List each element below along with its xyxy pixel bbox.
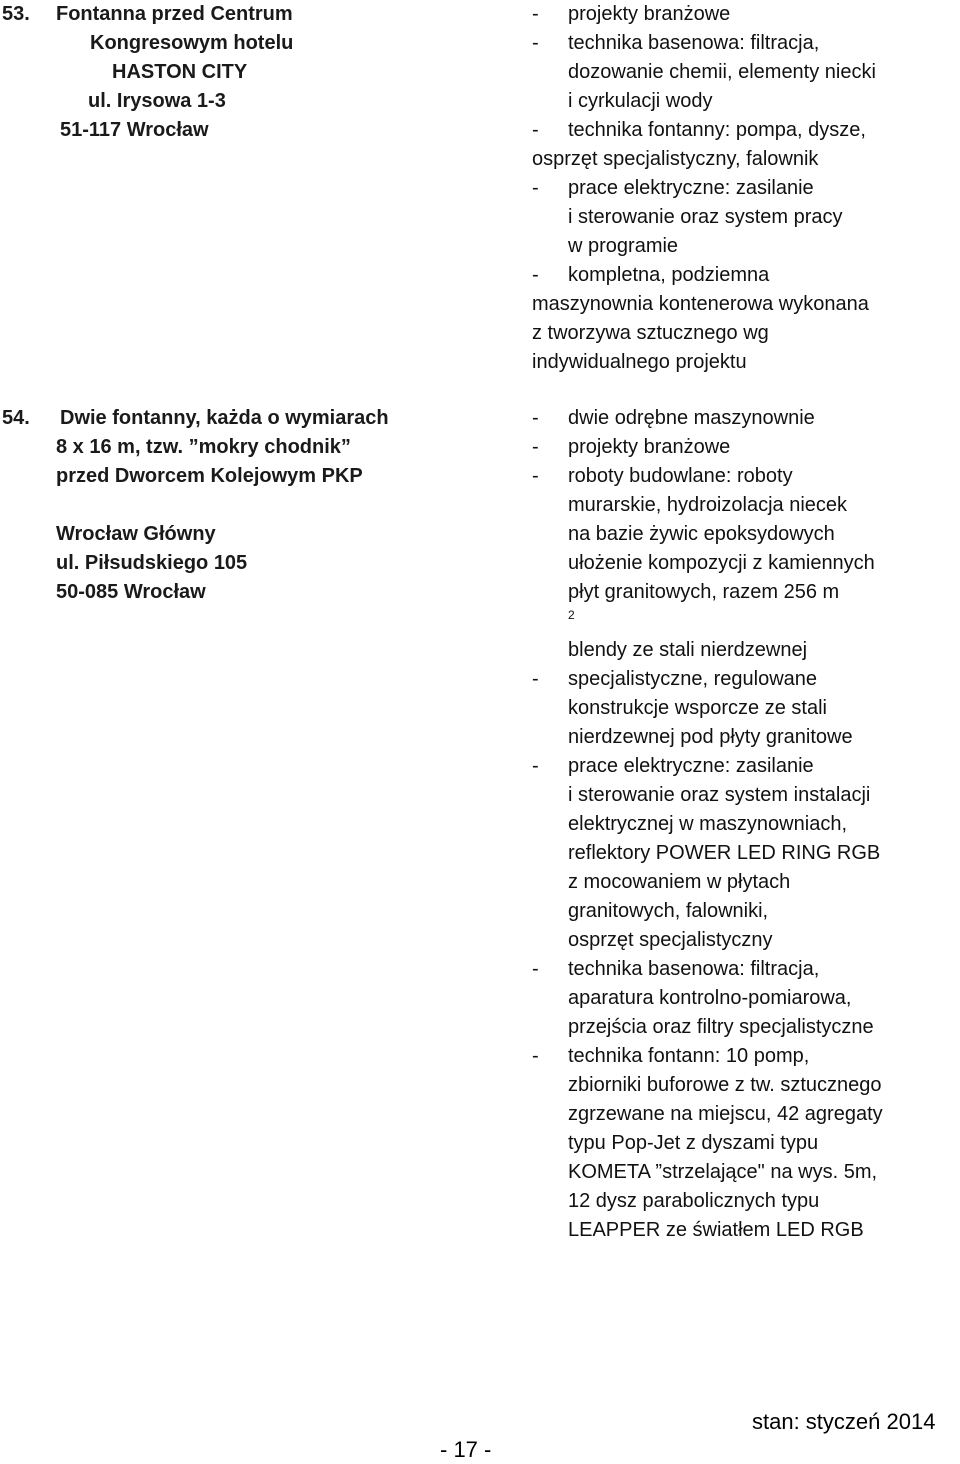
title-line: ul. Irysowa 1-3 bbox=[88, 90, 226, 112]
scope-item: - dwie odrębne maszynownie bbox=[532, 407, 815, 429]
superscript: 2 bbox=[568, 608, 575, 622]
title-line: Wrocław Główny bbox=[56, 523, 216, 545]
footer-date: stan: styczeń 2014 bbox=[752, 1409, 936, 1434]
scope-item: - roboty budowlane: roboty murarskie, hydroizolacja niecek na bazie żywic epoksydowych ułożenie kompozycji z kamiennych płyt granitowych, razem 256 m $^2$ blendy ze stali nierdzewnej bbox=[532, 465, 875, 661]
title-line: Dwie fontanny, każda o wymiarach bbox=[60, 407, 389, 429]
page-number: - 17 - bbox=[440, 1437, 492, 1462]
scope-item: - technika fontann: 10 pomp, zbiorniki buforowe z tw. sztucznego zgrzewane na miejscu, 42 agregaty typu Pop-Jet z dyszami typu KOMETA ”strzelające" na wys. 5m, 12 dysz parabolicznych typu LEAPPER ze światłem LED RGB bbox=[532, 1045, 883, 1241]
scope-item: - projekty branżowe bbox=[532, 436, 731, 458]
scope-item: - prace elektryczne: zasilanie i sterowanie oraz system instalacji elektrycznej w maszynowniach, reflektory POWER LED RING RGB z mocowaniem w płytach granitowych, falowniki, osprzęt specjalistyczny bbox=[532, 755, 881, 951]
scope-item: maszynownia kontenerowa wykonana z tworzywa sztucznego wg indywidualnego projektu bbox=[532, 293, 869, 373]
scope-item: - technika basenowa: filtracja, aparatura kontrolno-pomiarowa, przejścia oraz filtry specjalistyczne bbox=[532, 958, 874, 1038]
title-line: 50-085 Wrocław bbox=[56, 581, 206, 603]
title-line: Kongresowym hotelu bbox=[90, 32, 294, 54]
scope-item: osprzęt specjalistyczny, falownik bbox=[532, 148, 819, 170]
title-line: HASTON CITY bbox=[112, 61, 248, 83]
title-line: Fontanna przed Centrum bbox=[56, 3, 293, 25]
scope-item: - technika fontanny: pompa, dysze, bbox=[532, 119, 866, 141]
title-line: przed Dworcem Kolejowym PKP bbox=[56, 465, 363, 487]
title-line: 51-117 Wrocław bbox=[60, 119, 209, 141]
entry-scope-list bbox=[532, 404, 960, 1245]
title-line: ul. Piłsudskiego 105 bbox=[56, 552, 248, 574]
scope-item: - specjalistyczne, regulowane konstrukcje wsporcze ze stali nierdzewnej pod płyty granitowe bbox=[532, 668, 853, 748]
scope-item: - prace elektryczne: zasilanie i sterowanie oraz system pracy w programie bbox=[532, 177, 843, 257]
entry-number: 54. bbox=[2, 407, 30, 429]
entry-scope-list bbox=[532, 0, 960, 377]
scope-item: - kompletna, podziemna bbox=[532, 264, 770, 286]
entry-number: 53. bbox=[2, 3, 30, 25]
scope-item: - technika basenowa: filtracja, dozowanie chemii, elementy niecki i cyrkulacji wody bbox=[532, 32, 876, 112]
title-line: 8 x 16 m, tzw. ”mokry chodnik” bbox=[56, 436, 351, 458]
scope-item: - projekty branżowe bbox=[532, 3, 731, 25]
title-line bbox=[56, 491, 496, 520]
